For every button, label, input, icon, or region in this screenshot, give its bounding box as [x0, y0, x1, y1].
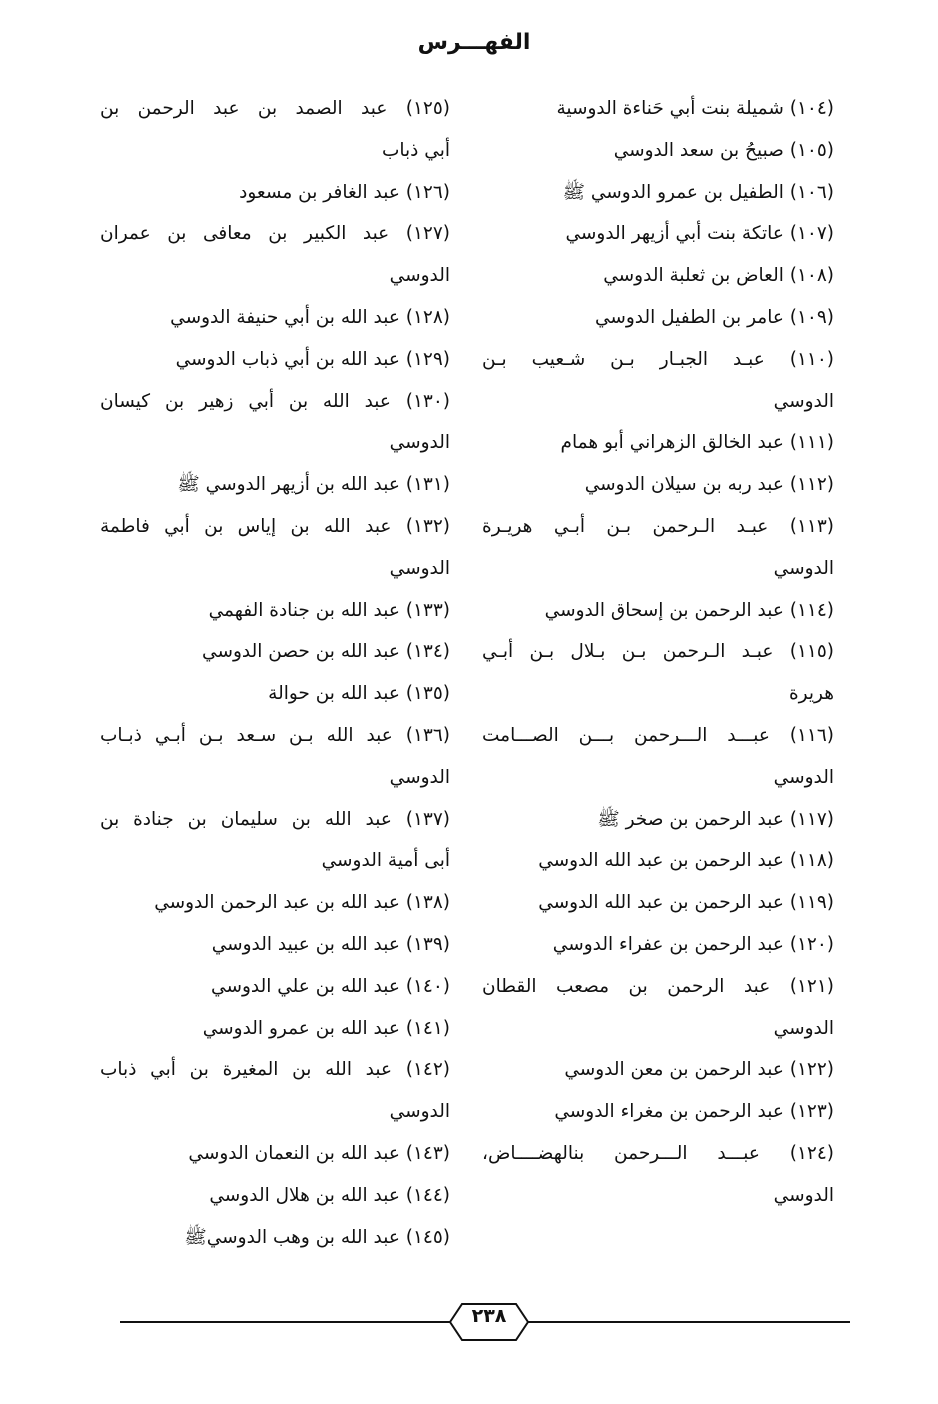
- index-entry: (١١٢) عبد ربه بن سيلان الدوسي: [584, 474, 834, 496]
- index-entry: (١١٤) عبد الرحمن بن إسحاق الدوسي: [544, 599, 834, 621]
- index-entry: (١٣٥) عبد الله بن حوالة: [268, 683, 450, 705]
- footer-rule-right: [522, 1321, 850, 1323]
- page-number: ٢٣٨: [471, 1305, 507, 1327]
- index-entry: (١٣١) عبد الله بن أزيهر الدوسي ﷺ: [177, 474, 450, 496]
- index-entry: (١٤٣) عبد الله بن النعمان الدوسي: [188, 1142, 450, 1164]
- index-entry-continuation: الدوسي: [389, 557, 450, 579]
- index-entry: (١٢٤) عبـــد الـــرحمن بنالهضــــاض،: [482, 1142, 834, 1164]
- index-entry: (١٢٨) عبد الله بن أبي حنيفة الدوسي: [170, 306, 450, 328]
- index-entry: (١٠٨) العاض بن ثعلبة الدوسي: [603, 265, 834, 287]
- footer-rule-left: [120, 1321, 457, 1323]
- index-entry: (١٢٠) عبد الرحمن بن عفراء الدوسي: [552, 933, 834, 955]
- index-entry: (١٣٤) عبد الله بن حصن الدوسي: [202, 641, 450, 663]
- index-entry: (١٢٦) عبد الغافر بن مسعود: [239, 181, 450, 203]
- index-entry: (١١٩) عبد الرحمن بن عبد الله الدوسي: [538, 892, 834, 914]
- index-entry: (١٣٨) عبد الله بن عبد الرحمن الدوسي: [154, 892, 450, 914]
- index-entry: (١٤٤) عبد الله بن هلال الدوسي: [209, 1184, 450, 1206]
- index-column-left: [100, 88, 450, 1258]
- index-entry: (١٤٢) عبد الله بن المغيرة بن أبي ذباب: [100, 1059, 450, 1081]
- page-title: الفهـــرس: [417, 30, 531, 55]
- index-entry: (١١٦) عبـــد الـــرحمن بـــن الصـــامت: [482, 724, 834, 746]
- index-entry-continuation: أبي ذباب: [381, 139, 450, 161]
- index-entry: (١٣٠) عبد الله بن أبي زهير بن كيسان: [100, 390, 450, 412]
- index-entry: (١٢٥) عبد الصمد بن عبد الرحمن بن: [100, 98, 450, 119]
- index-entry: (١٣٢) عبد الله بن إياس بن أبي فاطمة: [100, 515, 450, 537]
- index-entry: (١٠٥) صبيحُ بن سعد الدوسي: [613, 139, 834, 161]
- index-entry: (١١٧) عبد الرحمن بن صخر ﷺ: [597, 808, 834, 830]
- index-entry: (١٢٧) عبد الكبير بن معافى بن عمران: [100, 223, 450, 245]
- index-entry: (١٣٦) عبد الله بـن سـعد بـن أبـي ذبـاب: [100, 724, 450, 746]
- index-entry: (١١٠) عبـد الجبـار بـن شـعيب بـن: [482, 348, 834, 370]
- index-entry: (١٢٢) عبد الرحمن بن معن الدوسي: [564, 1059, 834, 1081]
- index-entry-continuation: هريرة: [788, 683, 834, 705]
- index-entry-continuation: الدوسي: [773, 1017, 834, 1039]
- index-entry: (١٠٩) عامر بن الطفيل الدوسي: [594, 306, 834, 328]
- index-entry-continuation: الدوسي: [389, 1101, 450, 1123]
- index-entry: (١٤٠) عبد الله بن علي الدوسي: [211, 975, 450, 997]
- index-entry: (١٢١) عبد الرحمن بن مصعب القطان: [482, 975, 834, 997]
- index-entry: (١٠٤) شميلة بنت أبي حَناءة الدوسية: [556, 98, 834, 119]
- index-entry-continuation: الدوسي: [389, 265, 450, 287]
- index-entry: (١٣٩) عبد الله بن عبيد الدوسي: [211, 933, 450, 955]
- index-entry-continuation: الدوسي: [773, 390, 834, 412]
- index-entry-continuation: الدوسي: [773, 766, 834, 788]
- index-entry: (١٣٧) عبد الله بن سليمان بن جنادة بن: [100, 808, 450, 830]
- index-entry: (١١٥) عبـد الـرحمن بـن بـلال بـن أبـي: [482, 641, 834, 663]
- index-entry: (١١١) عبد الخالق الزهراني أبو همام: [560, 432, 834, 454]
- index-entry-continuation: الدوسي: [389, 766, 450, 788]
- index-entry-continuation: الدوسي: [773, 557, 834, 579]
- index-entry: (١٣٣) عبد الله بن جنادة الفهمي: [208, 599, 450, 621]
- index-entry-continuation: الدوسي: [773, 1184, 834, 1206]
- index-entry: (١٠٦) الطفيل بن عمرو الدوسي ﷺ: [562, 181, 834, 203]
- index-entry: (١٤٥) عبد الله بن وهب الدوسيﷺ: [184, 1226, 450, 1248]
- index-entry: (١١٣) عبـد الـرحمن بـن أبـي هريـرة: [482, 515, 834, 537]
- index-entry: (١١٨) عبد الرحمن بن عبد الله الدوسي: [538, 850, 834, 872]
- index-entry-continuation: الدوسي: [389, 432, 450, 454]
- index-column-right: [482, 88, 834, 1217]
- index-entry: (١٤١) عبد الله بن عمرو الدوسي: [202, 1017, 450, 1039]
- index-entry: (١٢٣) عبد الرحمن بن مغراء الدوسي: [554, 1101, 834, 1123]
- index-entry: (١٠٧) عاتكة بنت أبي أزيهر الدوسي: [565, 223, 834, 245]
- index-entry-continuation: أبى أمية الدوسي: [321, 850, 450, 872]
- index-entry: (١٢٩) عبد الله بن أبي ذباب الدوسي: [175, 348, 450, 370]
